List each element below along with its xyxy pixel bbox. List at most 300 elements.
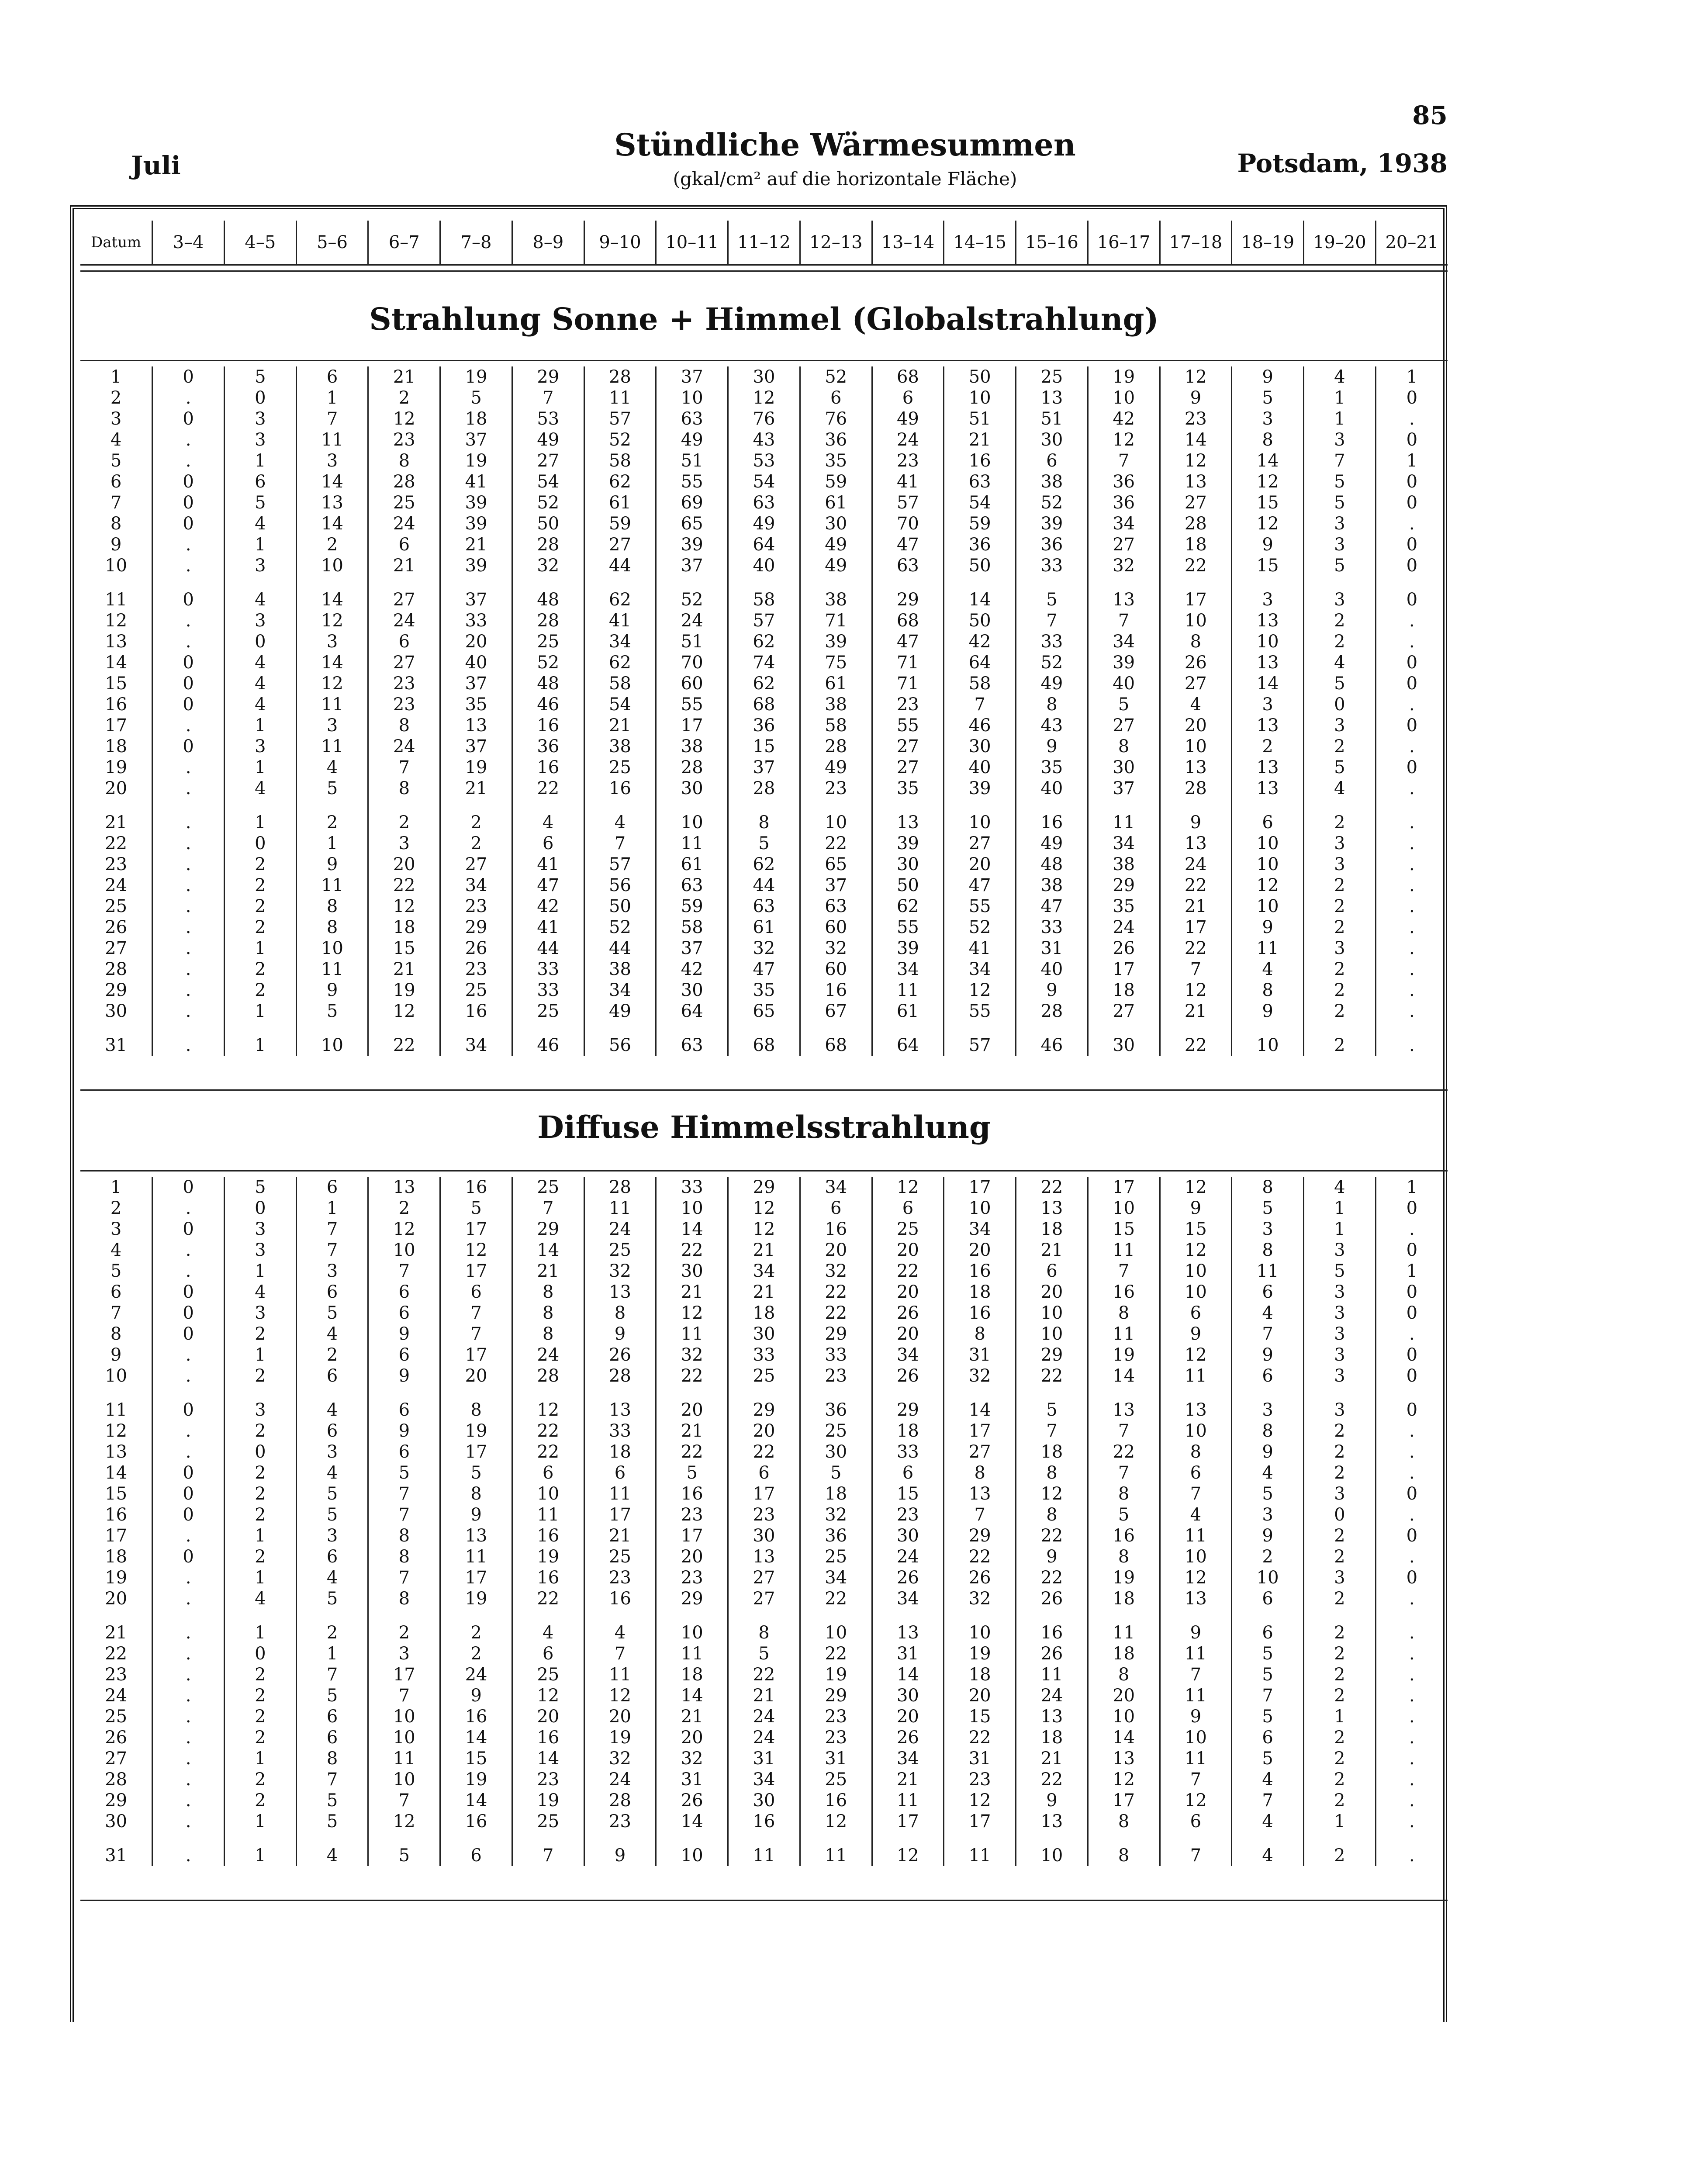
value-cell: 11 xyxy=(296,694,368,715)
value-cell: 7 xyxy=(368,1790,440,1811)
value-cell: 9 xyxy=(1160,387,1232,408)
value-cell: 4 xyxy=(296,1462,368,1483)
value-cell: 7 xyxy=(512,1198,584,1219)
value-cell: 46 xyxy=(512,694,584,715)
value-cell: 50 xyxy=(584,896,656,917)
value-cell: . xyxy=(152,1198,225,1219)
table-row xyxy=(80,610,1448,631)
value-cell: 31 xyxy=(728,1748,800,1769)
spacer-cell xyxy=(1303,799,1376,812)
value-cell: 5 xyxy=(296,1685,368,1706)
spacer-cell xyxy=(1088,1386,1160,1400)
value-cell: 6 xyxy=(296,1420,368,1441)
value-cell: 10 xyxy=(1160,1261,1232,1282)
column-header-hour: 12–13 xyxy=(800,221,872,265)
value-cell: 35 xyxy=(800,450,872,471)
value-cell: 5 xyxy=(440,387,512,408)
value-cell: 3 xyxy=(1303,1324,1376,1344)
value-cell: 1 xyxy=(224,1035,296,1056)
value-cell: . xyxy=(152,959,225,980)
spacer-cell xyxy=(656,1022,728,1035)
value-cell: 0 xyxy=(1303,694,1376,715)
value-cell: 0 xyxy=(152,673,225,694)
value-cell: 13 xyxy=(440,1525,512,1546)
value-cell: 38 xyxy=(1016,875,1088,896)
value-cell: 11 xyxy=(872,980,944,1001)
value-cell: 8 xyxy=(1088,1483,1160,1504)
value-cell: 11 xyxy=(1016,1664,1088,1685)
value-cell: 16 xyxy=(1088,1525,1160,1546)
value-cell: 26 xyxy=(1016,1643,1088,1664)
value-cell: 1 xyxy=(224,534,296,555)
value-cell: . xyxy=(152,917,225,938)
value-cell: 7 xyxy=(296,1664,368,1685)
spacer-cell xyxy=(800,1386,872,1400)
value-cell: 9 xyxy=(1016,736,1088,757)
value-cell: 51 xyxy=(1016,408,1088,429)
value-cell: 23 xyxy=(944,1769,1016,1790)
value-cell: 5 xyxy=(1232,1643,1304,1664)
value-cell: 37 xyxy=(728,757,800,778)
value-cell: 0 xyxy=(152,1282,225,1303)
value-cell: 25 xyxy=(728,1365,800,1386)
table-row xyxy=(80,1001,1448,1022)
value-cell: 2 xyxy=(1303,1622,1376,1643)
value-cell: 2 xyxy=(224,980,296,1001)
value-cell: 2 xyxy=(1303,917,1376,938)
value-cell: 19 xyxy=(440,1769,512,1790)
value-cell: 55 xyxy=(944,1001,1016,1022)
value-cell: 39 xyxy=(440,513,512,534)
value-cell: 47 xyxy=(872,534,944,555)
value-cell: 52 xyxy=(1016,492,1088,513)
spacer-cell xyxy=(1088,576,1160,589)
spacer-cell xyxy=(80,1022,152,1035)
value-cell: 18 xyxy=(728,1303,800,1324)
value-cell: 19 xyxy=(944,1643,1016,1664)
spacer-cell xyxy=(368,799,440,812)
date-cell: 1 xyxy=(110,1177,122,1197)
value-cell: 6 xyxy=(296,1546,368,1567)
value-cell: 63 xyxy=(872,555,944,576)
value-cell: 29 xyxy=(1016,1344,1088,1365)
table-row xyxy=(80,938,1448,959)
value-cell: 20 xyxy=(368,854,440,875)
value-cell: 0 xyxy=(224,833,296,854)
value-cell: . xyxy=(1376,917,1448,938)
value-cell: 8 xyxy=(512,1324,584,1344)
value-cell: . xyxy=(1376,1420,1448,1441)
value-cell: 30 xyxy=(656,980,728,1001)
value-cell: 7 xyxy=(296,408,368,429)
value-cell: 10 xyxy=(368,1240,440,1261)
value-cell: . xyxy=(152,429,225,450)
value-cell: 11 xyxy=(728,1845,800,1866)
table-row xyxy=(80,652,1448,673)
value-cell: 0 xyxy=(224,1198,296,1219)
spacer-cell xyxy=(1016,1609,1088,1622)
value-cell: 65 xyxy=(728,1001,800,1022)
value-cell: 65 xyxy=(656,513,728,534)
value-cell: 3 xyxy=(224,429,296,450)
value-cell: 50 xyxy=(944,610,1016,631)
value-cell: 51 xyxy=(656,631,728,652)
value-cell: 25 xyxy=(800,1420,872,1441)
value-cell: 3 xyxy=(1232,1219,1304,1240)
value-cell: 8 xyxy=(368,450,440,471)
value-cell: 2 xyxy=(1303,1643,1376,1664)
value-cell: 6 xyxy=(1232,1727,1304,1748)
value-cell: 5 xyxy=(368,1462,440,1483)
value-cell: 21 xyxy=(368,959,440,980)
value-cell: 41 xyxy=(944,938,1016,959)
value-cell: 5 xyxy=(1016,589,1088,610)
value-cell: 49 xyxy=(728,513,800,534)
value-cell: 1 xyxy=(1376,450,1448,471)
value-cell: 20 xyxy=(872,1282,944,1303)
value-cell: 13 xyxy=(1160,757,1232,778)
value-cell: 3 xyxy=(1232,408,1304,429)
value-cell: 39 xyxy=(440,492,512,513)
spacer-cell xyxy=(368,1386,440,1400)
column-header-hour: 17–18 xyxy=(1160,221,1232,265)
value-cell: 25 xyxy=(512,631,584,652)
value-cell: 55 xyxy=(656,694,728,715)
value-cell: 42 xyxy=(944,631,1016,652)
table-row xyxy=(80,1261,1448,1282)
value-cell: 9 xyxy=(440,1504,512,1525)
value-cell: 29 xyxy=(440,917,512,938)
value-cell: 0 xyxy=(1376,534,1448,555)
value-cell: 2 xyxy=(224,1769,296,1790)
date-cell: 19 xyxy=(105,757,128,778)
value-cell: 17 xyxy=(1088,1177,1160,1198)
table-row xyxy=(80,1035,1448,1056)
value-cell: 20 xyxy=(944,854,1016,875)
value-cell: 28 xyxy=(512,534,584,555)
value-cell: 7 xyxy=(1232,1324,1304,1344)
value-cell: . xyxy=(152,757,225,778)
value-cell: 52 xyxy=(512,652,584,673)
value-cell: 26 xyxy=(872,1303,944,1324)
value-cell: 19 xyxy=(368,980,440,1001)
value-cell: 10 xyxy=(368,1706,440,1727)
value-cell: 68 xyxy=(728,694,800,715)
table-row xyxy=(80,471,1448,492)
value-cell: 2 xyxy=(368,387,440,408)
value-cell: . xyxy=(1376,513,1448,534)
spacer-cell xyxy=(152,1832,225,1845)
value-cell: 53 xyxy=(512,408,584,429)
value-cell: 2 xyxy=(1303,1035,1376,1056)
value-cell: 10 xyxy=(1160,1546,1232,1567)
value-cell: 0 xyxy=(1376,1483,1448,1504)
value-cell: 63 xyxy=(656,875,728,896)
value-cell: . xyxy=(1376,938,1448,959)
spacer-cell xyxy=(728,799,800,812)
table-row xyxy=(80,1400,1448,1420)
value-cell: 27 xyxy=(944,1441,1016,1462)
value-cell: 15 xyxy=(944,1706,1016,1727)
value-cell: 28 xyxy=(1160,513,1232,534)
value-cell: 0 xyxy=(152,1546,225,1567)
value-cell: 52 xyxy=(1016,652,1088,673)
value-cell: 38 xyxy=(656,736,728,757)
value-cell: 33 xyxy=(800,1344,872,1365)
value-cell: 49 xyxy=(656,429,728,450)
spacer-cell xyxy=(1160,1609,1232,1622)
value-cell: 63 xyxy=(728,492,800,513)
value-cell: 27 xyxy=(1160,492,1232,513)
value-cell: 17 xyxy=(440,1261,512,1282)
value-cell: 6 xyxy=(1232,1588,1304,1609)
spacer-cell xyxy=(944,1832,1016,1845)
value-cell: 44 xyxy=(584,555,656,576)
global-radiation-table xyxy=(80,366,1448,1056)
value-cell: 58 xyxy=(584,450,656,471)
value-cell: 30 xyxy=(728,366,800,387)
value-cell: 10 xyxy=(1088,1198,1160,1219)
value-cell: 0 xyxy=(152,1400,225,1420)
value-cell: 23 xyxy=(368,429,440,450)
value-cell: 23 xyxy=(512,1769,584,1790)
value-cell: 12 xyxy=(1160,1177,1232,1198)
value-cell: 0 xyxy=(1376,1525,1448,1546)
value-cell: 13 xyxy=(1088,589,1160,610)
value-cell: 0 xyxy=(1376,757,1448,778)
value-cell: 0 xyxy=(152,694,225,715)
value-cell: 10 xyxy=(512,1483,584,1504)
value-cell: 2 xyxy=(224,1420,296,1441)
value-cell: 5 xyxy=(296,1303,368,1324)
value-cell: 29 xyxy=(512,1219,584,1240)
value-cell: 56 xyxy=(584,875,656,896)
value-cell: 1 xyxy=(224,450,296,471)
value-cell: 23 xyxy=(872,450,944,471)
value-cell: . xyxy=(1376,778,1448,799)
value-cell: 18 xyxy=(872,1420,944,1441)
value-cell: 26 xyxy=(872,1567,944,1588)
value-cell: 27 xyxy=(872,757,944,778)
table-row xyxy=(80,1303,1448,1324)
value-cell: 7 xyxy=(1088,1261,1160,1282)
table-row xyxy=(80,1588,1448,1609)
value-cell: 19 xyxy=(800,1664,872,1685)
value-cell: 2 xyxy=(440,1643,512,1664)
value-cell: 22 xyxy=(1016,1525,1088,1546)
spacer-cell xyxy=(1016,1386,1088,1400)
value-cell: 21 xyxy=(656,1282,728,1303)
value-cell: 14 xyxy=(656,1811,728,1832)
table-row xyxy=(80,1282,1448,1303)
value-cell: 23 xyxy=(656,1567,728,1588)
value-cell: 16 xyxy=(800,1790,872,1811)
date-cell: 14 xyxy=(105,1463,128,1483)
value-cell: 41 xyxy=(872,471,944,492)
value-cell: 3 xyxy=(224,1240,296,1261)
value-cell: 11 xyxy=(944,1845,1016,1866)
date-cell: 19 xyxy=(105,1568,128,1588)
value-cell: . xyxy=(1376,1748,1448,1769)
value-cell: 13 xyxy=(1016,1706,1088,1727)
value-cell: 0 xyxy=(152,366,225,387)
value-cell: 21 xyxy=(728,1240,800,1261)
value-cell: 49 xyxy=(800,555,872,576)
value-cell: 17 xyxy=(440,1441,512,1462)
value-cell: 28 xyxy=(584,366,656,387)
value-cell: 26 xyxy=(656,1790,728,1811)
value-cell: 32 xyxy=(584,1748,656,1769)
value-cell: . xyxy=(152,1344,225,1365)
value-cell: 11 xyxy=(872,1790,944,1811)
value-cell: 10 xyxy=(944,812,1016,833)
spacer-cell xyxy=(1160,1832,1232,1845)
value-cell: 20 xyxy=(584,1706,656,1727)
value-cell: 3 xyxy=(1303,429,1376,450)
value-cell: 31 xyxy=(944,1748,1016,1769)
date-cell: 4 xyxy=(110,1240,122,1260)
value-cell: 31 xyxy=(800,1748,872,1769)
table-row xyxy=(80,1546,1448,1567)
value-cell: 0 xyxy=(1376,429,1448,450)
value-cell: 7 xyxy=(296,1240,368,1261)
spacer-cell xyxy=(800,576,872,589)
value-cell: 6 xyxy=(584,1462,656,1483)
value-cell: 19 xyxy=(440,1420,512,1441)
value-cell: 26 xyxy=(584,1344,656,1365)
value-cell: 16 xyxy=(656,1483,728,1504)
value-cell: 0 xyxy=(224,387,296,408)
row-spacer xyxy=(80,1609,1448,1622)
value-cell: 74 xyxy=(728,652,800,673)
date-cell: 28 xyxy=(105,959,128,979)
value-cell: 20 xyxy=(728,1420,800,1441)
spacer-cell xyxy=(1160,576,1232,589)
value-cell: . xyxy=(1376,1504,1448,1525)
value-cell: 5 xyxy=(1232,1198,1304,1219)
value-cell: 21 xyxy=(512,1261,584,1282)
value-cell: 11 xyxy=(296,736,368,757)
value-cell: 13 xyxy=(1088,1400,1160,1420)
value-cell: 2 xyxy=(224,959,296,980)
value-cell: 2 xyxy=(1303,1546,1376,1567)
value-cell: 11 xyxy=(1088,1622,1160,1643)
value-cell: 14 xyxy=(656,1685,728,1706)
value-cell: 2 xyxy=(224,854,296,875)
table-row xyxy=(80,854,1448,875)
value-cell: 43 xyxy=(728,429,800,450)
value-cell: 4 xyxy=(224,1282,296,1303)
value-cell: 4 xyxy=(296,1324,368,1344)
value-cell: 37 xyxy=(656,555,728,576)
value-cell: 6 xyxy=(1232,1622,1304,1643)
value-cell: 4 xyxy=(1232,959,1304,980)
value-cell: 60 xyxy=(800,959,872,980)
spacer-cell xyxy=(296,1386,368,1400)
value-cell: 4 xyxy=(584,1622,656,1643)
value-cell: . xyxy=(152,1035,225,1056)
value-cell: 6 xyxy=(368,1344,440,1365)
value-cell: 7 xyxy=(584,833,656,854)
value-cell: 3 xyxy=(296,1525,368,1546)
spacer-cell xyxy=(1376,1609,1448,1622)
value-cell: 41 xyxy=(512,854,584,875)
value-cell: 59 xyxy=(944,513,1016,534)
value-cell: 62 xyxy=(728,673,800,694)
value-cell: 12 xyxy=(728,1198,800,1219)
value-cell: 20 xyxy=(440,1365,512,1386)
spacer-cell xyxy=(1160,799,1232,812)
value-cell: 62 xyxy=(584,471,656,492)
value-cell: 20 xyxy=(872,1240,944,1261)
value-cell: 52 xyxy=(800,366,872,387)
value-cell: 21 xyxy=(584,1525,656,1546)
value-cell: 5 xyxy=(728,833,800,854)
value-cell: 34 xyxy=(872,959,944,980)
spacer-cell xyxy=(872,799,944,812)
value-cell: 17 xyxy=(368,1664,440,1685)
value-cell: 1 xyxy=(224,1344,296,1365)
value-cell: 22 xyxy=(1016,1365,1088,1386)
value-cell: 34 xyxy=(800,1567,872,1588)
value-cell: 1 xyxy=(296,1643,368,1664)
value-cell: 5 xyxy=(368,1845,440,1866)
value-cell: . xyxy=(1376,1664,1448,1685)
table-row xyxy=(80,833,1448,854)
table-row xyxy=(80,1240,1448,1261)
value-cell: 25 xyxy=(512,1177,584,1198)
value-cell: 5 xyxy=(1232,1664,1304,1685)
spacer-cell xyxy=(944,576,1016,589)
column-header-hour: 10–11 xyxy=(656,221,728,265)
value-cell: 52 xyxy=(656,589,728,610)
value-cell: 6 xyxy=(368,1303,440,1324)
value-cell: 64 xyxy=(944,652,1016,673)
value-cell: 12 xyxy=(1232,513,1304,534)
value-cell: 58 xyxy=(656,917,728,938)
value-cell: 23 xyxy=(872,694,944,715)
value-cell: 20 xyxy=(656,1546,728,1567)
table-row xyxy=(80,1420,1448,1441)
value-cell: 28 xyxy=(584,1790,656,1811)
table-row xyxy=(80,1177,1448,1198)
value-cell: 5 xyxy=(296,1504,368,1525)
spacer-cell xyxy=(584,1832,656,1845)
value-cell: 16 xyxy=(728,1811,800,1832)
value-cell: 12 xyxy=(728,387,800,408)
value-cell: 38 xyxy=(584,736,656,757)
value-cell: 5 xyxy=(296,1588,368,1609)
value-cell: 7 xyxy=(1088,610,1160,631)
value-cell: 12 xyxy=(368,1219,440,1240)
spacer-cell xyxy=(584,1022,656,1035)
value-cell: 25 xyxy=(584,1546,656,1567)
value-cell: 61 xyxy=(656,854,728,875)
date-cell: 10 xyxy=(105,1366,128,1386)
value-cell: 23 xyxy=(440,959,512,980)
value-cell: 13 xyxy=(1016,1198,1088,1219)
value-cell: 8 xyxy=(368,1588,440,1609)
value-cell: 13 xyxy=(1232,610,1304,631)
column-header-datum: Datum xyxy=(90,234,142,251)
value-cell: 28 xyxy=(368,471,440,492)
value-cell: 12 xyxy=(1088,1769,1160,1790)
value-cell: 11 xyxy=(368,1748,440,1769)
value-cell: 2 xyxy=(1303,610,1376,631)
value-cell: 8 xyxy=(584,1303,656,1324)
value-cell: 7 xyxy=(368,1567,440,1588)
value-cell: 27 xyxy=(440,854,512,875)
